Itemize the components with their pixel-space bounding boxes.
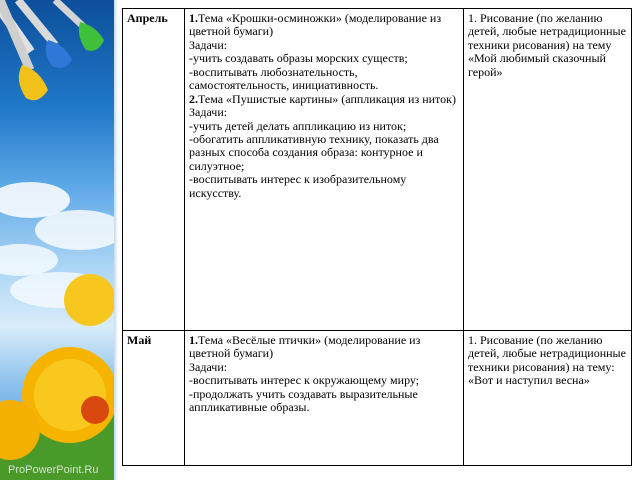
activity-cell [185,9,464,331]
activity-cell [185,331,464,466]
activity-line: Задачи: [189,37,228,52]
sidebar-edge [114,0,118,480]
activity-line: -продолжать учить создавать выразительные аппликативные образы. [189,386,418,415]
month-cell: Май [123,331,185,466]
activity-line: Задачи: [189,105,228,120]
activity-line: Задачи: [189,359,228,374]
paint-brushes-icon [0,0,104,100]
activity-line: -обогатить аппликативную технику, показать два разных способа создания образа: контурное и силуэтное; [189,131,439,173]
other-activity-cell: 1. Рисование (по желанию детей, любые нетрадиционные техники рисования) на тему «Мой любимый сказочный герой» [464,9,632,331]
other-activity-cell: 1. Рисование (по желанию детей, любые нетрадиционные техники рисования) на тему: «Вот и наступил весна» [464,331,632,466]
cloud-shape [0,244,58,276]
lesson-plan-table [122,8,632,466]
activity-line: -учить создавать образы морских существ; [189,51,408,66]
activity-line: -воспитывать интерес к окружающему миру; [189,373,420,388]
activity-line: -воспитывать интерес к изобразительному искусству. [189,172,407,200]
decorative-sidebar [0,0,118,480]
table-row [123,9,632,331]
activity-line: 1.Тема «Весёлые птички» (моделирование из цветной бумаги) [189,333,421,361]
activity-line: 2.Тема «Пушистые картины» (аппликация из ниток) [189,91,456,106]
table-row [123,331,632,466]
month-cell: Апрель [123,9,185,331]
activity-line: 1.Тема «Крошки-осминожки» (моделирование из цветной бумаги) [189,11,442,39]
activity-line: -учить детей делать аппликацию из ниток; [189,118,407,133]
activity-line: -воспитывать любознательность, самостоятельность, инициативность. [189,64,379,93]
watermark-text: ProPowerPoint.Ru [8,464,99,476]
sidebar-illustration [0,0,118,480]
